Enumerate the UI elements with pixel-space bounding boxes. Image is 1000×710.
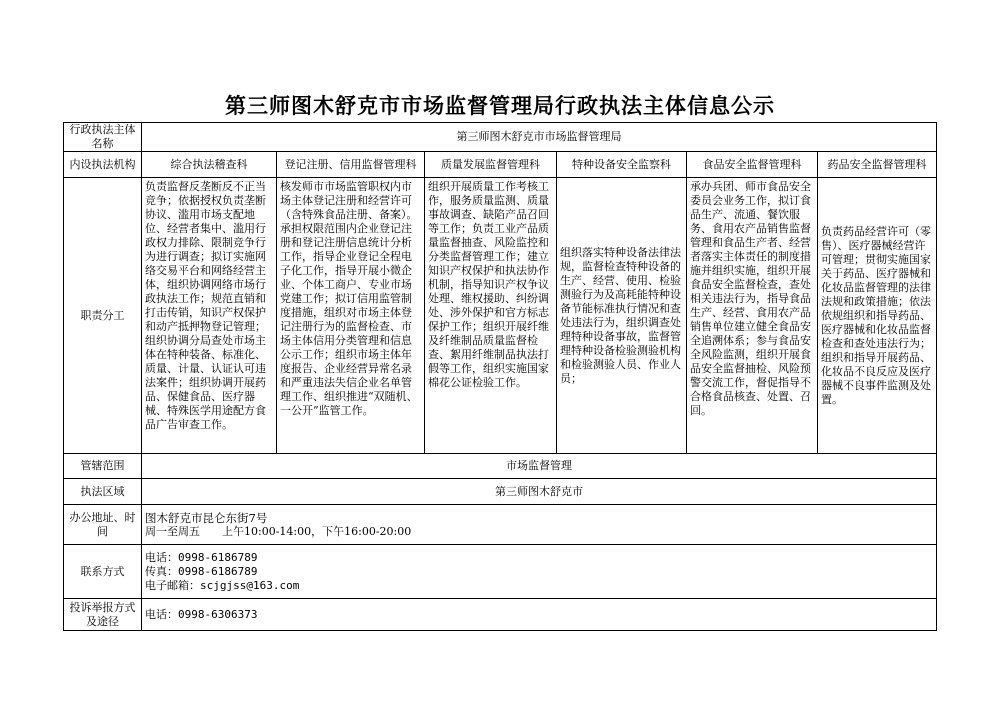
value-contact <box>142 545 937 599</box>
office-hours: 周一至周五 上午10:00-14:00，下午16:00-20:00 <box>145 524 412 538</box>
label-complaint: 投诉举报方式及途径 <box>64 599 142 631</box>
value-subject-name: 第三师图木舒克市市场监督管理局 <box>142 123 937 152</box>
duty-description: 承办兵团、师市食品安全委员会业务工作，拟订食品生产、流通、餐饮服务、食用农产品销售监督管理和食品生产者、经营者落实主体责任的制度措施并组织实施，组织开展食品安全监督检查，查处相关违法行为，指导食品生产、经营、食用农产品销售单位建立健全食品安全追溯体系；参与食品安全风险监测，组织开展食品安全监督抽检、风险预警交流工作，督促指导不合格食品核查、处置、召回。 <box>687 178 818 454</box>
row-duties <box>64 178 937 454</box>
page-title: 第三师图木舒克市市场监督管理局行政执法主体信息公示 <box>225 94 775 118</box>
row-region <box>64 479 937 505</box>
duty-description: 组织落实特种设备法律法规，监督检查特种设备的生产、经营、使用、检验测验行为及高耗能特种设备节能标准执行情况和查处违法行为，组织调查处理特种设备事故，监督管理特种设备检验测验机构和检验测验人员、作业人员； <box>557 178 687 454</box>
value-complaint: 电话：0998-6306373 <box>142 599 937 631</box>
label-contact: 联系方式 <box>64 545 142 599</box>
label-scope: 管辖范围 <box>64 454 142 479</box>
label-region: 执法区域 <box>64 479 142 505</box>
label-office: 办公地址、时间 <box>64 505 142 545</box>
dept-name: 药品安全监督管理科 <box>818 152 937 178</box>
row-complaint <box>64 599 937 631</box>
contact-phone: 电话：0998-6186789 <box>145 550 258 564</box>
dept-name: 特种设备安全监察科 <box>557 152 687 178</box>
contact-fax: 传真：0998-6186789 <box>145 564 258 578</box>
dept-name: 登记注册、信用监督管理科 <box>277 152 425 178</box>
row-departments <box>64 152 937 178</box>
label-departments: 内设执法机构 <box>64 152 142 178</box>
dept-name: 质量发展监督管理科 <box>425 152 557 178</box>
dept-name: 食品安全监督管理科 <box>687 152 818 178</box>
row-office <box>64 505 937 545</box>
duty-description: 组织开展质量工作考核工作，服务质量监测、质量事故调查、缺陷产品召回等工作；负责工业产品质量监督抽查、风险监控和分类监督管理工作；建立知识产权保护和执法协作机制，指导知识产权争议处理、维权援助、纠纷调处、涉外保护和官方标志保护工作；组织开展纤维及纤维制品质量监督检查、絮用纤维制品执法打假等工作，组织实施国家棉花公证检验工作。 <box>425 178 557 454</box>
row-contact <box>64 545 937 599</box>
value-scope: 市场监督管理 <box>142 454 937 479</box>
duty-description: 负责药品经营许可（零售）、医疗器械经营许可管理；贯彻实施国家关于药品、医疗器械和化妆品监督管理的法律法规和政策措施；依法依规组织和指导药品、医疗器械和化妆品监督检查和查处违法行为；组织和指导开展药品、化妆品不良反应及医疗器械不良事件监测及处置。 <box>818 178 937 454</box>
office-address: 图木舒克市昆仑东街7号 <box>145 510 268 525</box>
label-duties: 职责分工 <box>64 178 142 454</box>
label-subject-name: 行政执法主体名称 <box>64 123 142 152</box>
duty-description: 负责监督反垄断反不正当竞争；依据授权负责垄断协议、滥用市场支配地位、经营者集中、滥用行政权力排除、限制竞争行为进行调查；拟订实施网络交易平台和网络经营主体，组织协调网络市场行政执法工作；规范直销和打击传销，知识产权保护和动产抵押物登记管理；组织协调分局查处市场主体在特种装备、标准化、质量、计量、认证认可违法案件；组织协调开展药品、保健食品、医疗器械、特殊医学用途配方食品广告审查工作。 <box>142 178 277 454</box>
value-office <box>142 505 937 545</box>
duty-description: 核发师市市场监管职权内市场主体登记注册和经营许可（含特殊食品注册、备案）。承担权限范围内企业登记注册和登记注册信息统计分析工作，指导企业登记全程电子化工作，指导开展小微企业、个体工商户、专业市场党建工作；拟订信用监管制度措施，组织对市场主体登记注册行为的监督检查、市场主体信用分类管理和信息公示工作；组织市场主体年度报告、企业经营异常名录和严重违法失信企业名单管理工作、组织推进“双随机、一公开”监管工作。 <box>277 178 425 454</box>
dept-name: 综合执法稽查科 <box>142 152 277 178</box>
value-region: 第三师图木舒克市 <box>142 479 937 505</box>
row-scope <box>64 454 937 479</box>
info-table <box>63 122 937 631</box>
contact-email: 电子邮箱：scjgjss@163.com <box>145 578 300 592</box>
row-subject-name <box>64 123 937 152</box>
